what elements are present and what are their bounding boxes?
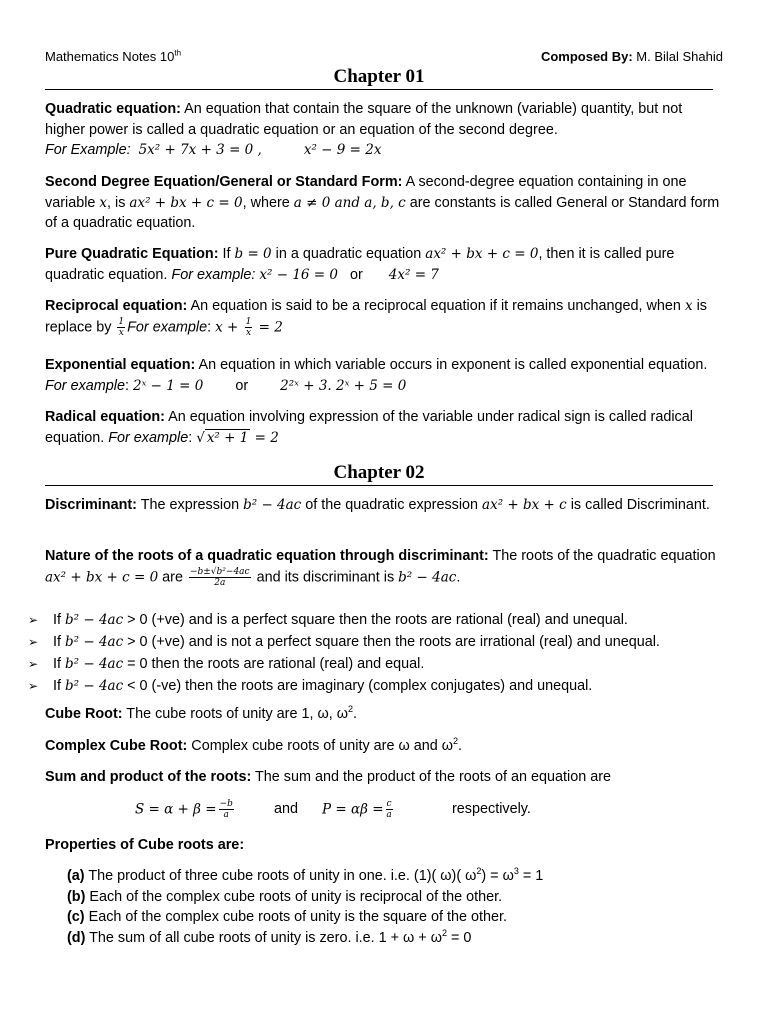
standard-form-definition: Second Degree Equation/General or Standard Form: A second-degree equation containing in one variable x, is ax² + bx + c = 0, where a ≠ 0 and a, b, c are constants is called General or Standard form of a quadratic equation. [45, 174, 720, 231]
list-item: (d) The sum of all cube roots of unity is zero. i.e. $1 + \omega + \omega^2 = 0$ [67, 927, 472, 946]
reciprocal-equation-definition: Reciprocal equation: An equation is said to be a reciprocal equation if it remains unchanged, when x is replace by $\frac{1}{x}$ For example: x + $\frac{1}{x}$ = 2 [45, 298, 707, 338]
header-subject: Mathematics Notes 10th [45, 48, 182, 64]
list-item: ➢ If b² − 4ac > 0 (+ve) and is a perfect square then the roots are rational (real) and unequal. [28, 609, 728, 631]
properties-heading: Properties of Cube roots are: [45, 837, 245, 853]
arrow-bullet-icon: ➢ [28, 613, 39, 627]
sum-product-definition: Sum and product of the roots: The sum and the product of the roots of an equation are [45, 769, 612, 785]
list-item: ➢ If b² − 4ac = 0 then the roots are rational (real) and equal. [28, 653, 728, 675]
header-author: Composed By: M. Bilal Shahid [540, 49, 723, 64]
arrow-bullet-icon: ➢ [28, 679, 39, 693]
sum-formula: S = α + β = $\frac{-b}{a}$ [135, 799, 233, 820]
radical-sign-icon: √ [196, 429, 205, 446]
list-item: (a) The product of three cube roots of unity in one. i.e. (1)( ω)( $\omega^2) = \omega^3 = 1$ [67, 866, 544, 884]
page-header [45, 47, 723, 67]
chapter-01-title: Chapter 01 [45, 66, 713, 90]
list-item: (c) Each of the complex cube roots of unity is the square of the other. [67, 909, 507, 925]
arrow-bullet-icon: ➢ [28, 657, 39, 671]
complex-cube-root-definition: Complex Cube Root: Complex cube roots of unity are ω and $\omega^2$. [45, 736, 462, 754]
respectively-label: respectively. [452, 801, 531, 817]
reciprocal-example-fraction: $\frac{1}{x}$ [245, 316, 252, 338]
list-item: ➢ If b² − 4ac < 0 (-ve) then the roots are imaginary (complex conjugates) and unequal. [28, 675, 728, 697]
chapter-02-title: Chapter 02 [45, 462, 713, 486]
reciprocal-fraction: $\frac{1}{x}$ [118, 316, 125, 338]
discriminant-cases-list [28, 609, 728, 697]
quadratic-formula-fraction: $\frac{\text{−b±√b²−4ac}}{2a}$ [189, 566, 250, 588]
sum-product-formula [45, 795, 723, 825]
arrow-bullet-icon: ➢ [28, 635, 39, 649]
properties-list [67, 866, 727, 948]
product-formula: P = αβ = $\frac{c}{a}$ [322, 799, 392, 820]
quadratic-equation-definition: Quadratic equation: An equation that contain the square of the unknown (variable) quantity, but not higher power is called a quadratic equation or an equation of the second degree. For Example: 5x² + 7x + 3 = 0 , x² − 9 = 2x [45, 101, 683, 158]
exponential-equation-definition: Exponential equation: An equation in which variable occurs in exponent is called exponential equation. For example: 2ˣ − 1 = 0 or 2²ˣ + 3. 2ˣ + 5 = 0 [45, 357, 708, 394]
discriminant-definition: Discriminant: The expression b² − 4ac of the quadratic expression ax² + bx + c is called Discriminant. [45, 497, 710, 513]
nature-of-roots-definition: Nature of the roots of a quadratic equation through discriminant: The roots of the quadratic equation ax² + bx + c = 0 are $\frac{\text{−b±√b²−4ac}}{2a}$ and its discriminant is b² − 4ac. [45, 548, 716, 588]
radical-equation-definition: Radical equation: An equation involving expression of the variable under radical sign is called radical equation. For example: √ x² + 1 = 2 [45, 409, 693, 446]
list-item: (b) Each of the complex cube roots of unity is reciprocal of the other. [67, 888, 503, 905]
pure-quadratic-definition: Pure Quadratic Equation: If b = 0 in a quadratic equation ax² + bx + c = 0, then it is called pure quadratic equation. For example: x² − 16 = 0 or 4x² = 7 [45, 246, 675, 283]
cube-root-definition: Cube Root: The cube roots of unity are 1, ω, $\omega^2$. [45, 704, 357, 722]
and-label: and [274, 801, 299, 817]
list-item: ➢ If b² − 4ac > 0 (+ve) and is not a perfect square then the roots are irrational (real) and unequal. [28, 631, 728, 653]
